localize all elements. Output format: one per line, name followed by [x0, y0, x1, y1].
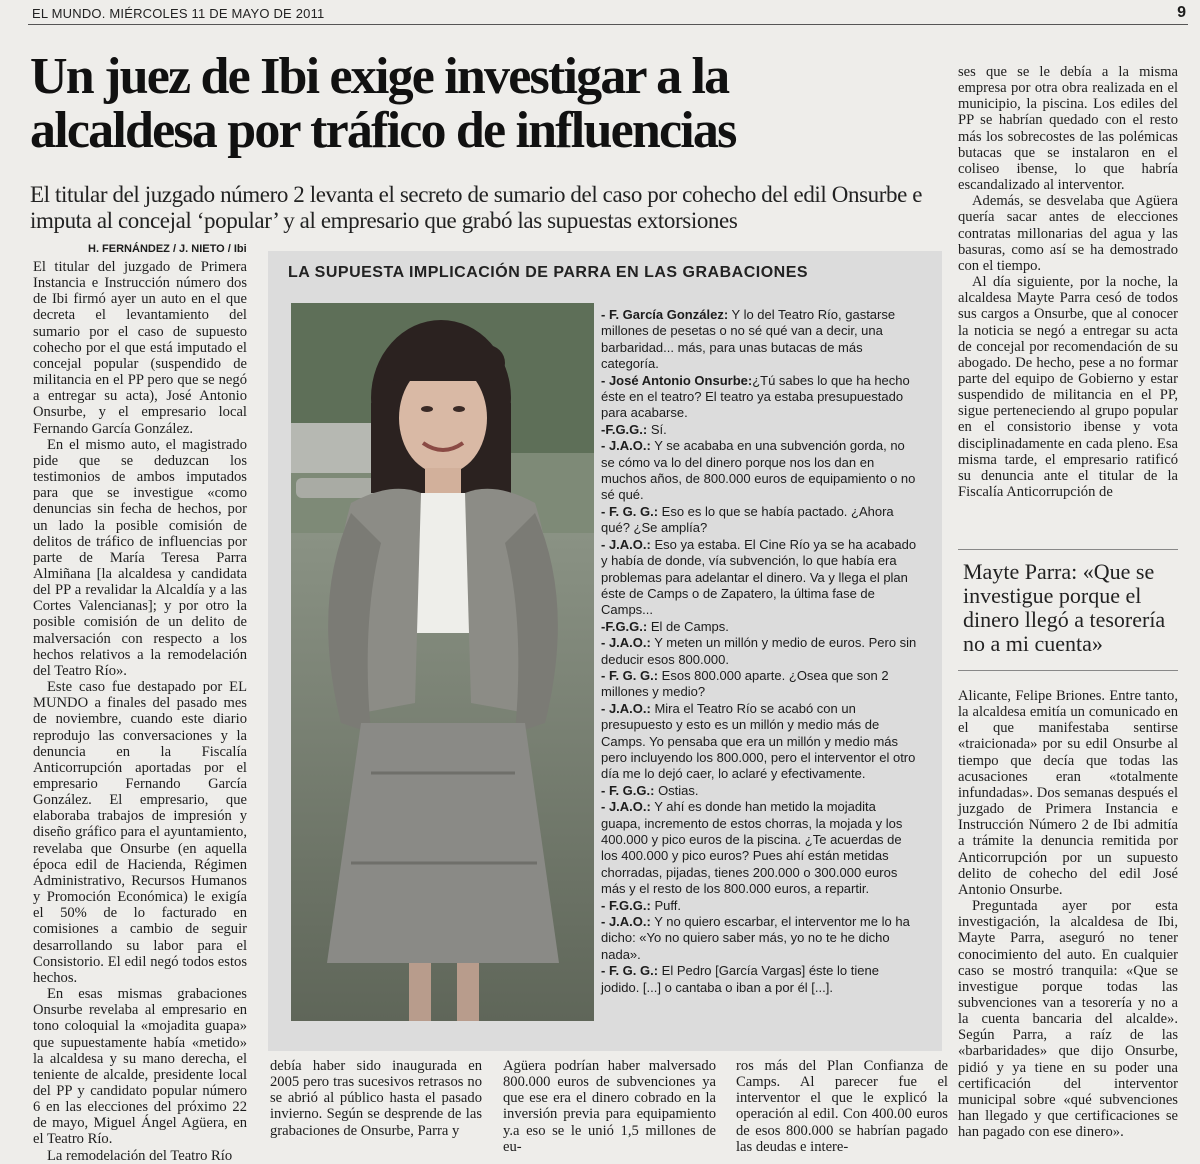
- transcript-text: Y ahí es donde han metido la mojadita guapa, incremento de estos chorras, la mojada y los 400.000 y pico euros de la piscina. ¿Te acuerdas de los 400.000 y pico euros? Pues ahí están metidas chorradas, pijadas, tienes 200.000 o 300.000 euros más y el resto de los 800.000 euros, a repartir.: [601, 799, 903, 897]
- pull-quote: Mayte Parra: «Que se investigue porque el dinero llegó a tesorería no a mi cuenta»: [963, 559, 1166, 656]
- transcript-speaker: - F. G. G.:: [601, 667, 659, 683]
- headline-line-1: Un juez de Ibi exige investigar a la: [30, 48, 729, 105]
- transcript-text: Y lo del Teatro Río, gastarse millones de pesetas o no sé qué van a decir, una barbaridad... más, para unas butacas de más categoría.: [601, 307, 896, 372]
- transcript-text: El Pedro [García Vargas] éste lo tiene jodido. [...] o cantaba o iban a por él [...].: [601, 963, 879, 995]
- transcript-line: [601, 799, 917, 897]
- headline-line-2: alcaldesa por tráfico de influencias: [30, 102, 736, 159]
- col1-paragraph-3: Este caso fue destapado por EL MUNDO a finales del pasado mes de noviembre, cuando este diario reprodujo las conversaciones y la denuncia en la Fiscalía Anticorrupción aportadas por el empresario Fernando García González. El empresario, que elaboraba trabajos de impresión y diseño gráfico para el ayuntamiento, revelaba que Onsurbe (en aquella época edil de Hacienda, Régimen Administrativo, Recursos Humanos y Promoción Económica) le exigía el 50% de lo facturado en comisiones a cambio de seguir desarrollando su labor para el Consistorio. El edil negó todos estos hechos.: [33, 679, 247, 986]
- transcript-text: ¿Tú sabes lo que ha hecho éste en el teatro? El teatro ya estaba presupuestado para acabarse.: [601, 372, 910, 421]
- transcript-line: [601, 914, 917, 963]
- column-4-bottom: ros más del Plan Confianza de Camps. Al parecer fue el interventor el que le explicó la operación al edil. Con 400.00 euros de esos 800.000 se habrían pagado las deudas e intere-: [736, 1058, 948, 1155]
- col5-paragraph-1: ses que se le debía a la misma empresa por otra obra realizada en el municipio, la piscina. Los ediles del PP se habrían quedado con el resto más los sobrecostes de las polémicas butacas que se instalaron en el coliseo ibense, lo que habría escandalizado al interventor.: [958, 64, 1178, 194]
- transcript-speaker: - J.A.O.:: [601, 914, 651, 930]
- transcript-speaker: - J.A.O.:: [601, 438, 651, 454]
- transcript-text: Esos 800.000 aparte. ¿Osea que son 2 millones y medio?: [601, 667, 889, 700]
- photo-mayte-parra: [291, 303, 594, 1021]
- transcript-line: [601, 619, 917, 635]
- transcript-speaker: - J.A.O.:: [601, 700, 651, 716]
- transcript-line: [601, 422, 917, 438]
- column-5-continued: [958, 688, 1178, 1140]
- column-5: [958, 64, 1178, 500]
- transcript-speaker: - F. García González:: [601, 307, 729, 322]
- column-3-bottom: Agüera podrían haber malversado 800.000 euros de subvenciones ya que ese era el dinero cobrado en la inversión previa para equipamiento y.a eso se le unió 1,5 millones de eu-: [503, 1058, 716, 1155]
- col1-paragraph-1: El titular del juzgado de Primera Instancia e Instrucción número dos de Ibi firmó ayer un auto en el que decreta el levantamiento del sumario por el caso de supuesto cohecho por el que está imputado el concejal popular (suspendido de militancia en el PP pero que se negó a entregar su acta), José Antonio Onsurbe, y el empresario local Fernando García González.: [33, 259, 247, 437]
- transcript-line: [601, 373, 917, 422]
- transcript-line: [601, 307, 917, 373]
- transcript-speaker: - F. G.G.:: [601, 782, 655, 798]
- transcript-line: [601, 783, 917, 799]
- transcript-text: Y no quiero escarbar, el interventor me lo ha dicho: «Yo no quiero saber más, yo no te he dicho nada».: [601, 914, 910, 962]
- transcript-line: [601, 537, 917, 619]
- transcript-line: [601, 668, 917, 701]
- headline: [30, 50, 950, 158]
- transcript-text: Ostias.: [654, 782, 699, 798]
- transcript-text: Puff.: [650, 897, 681, 913]
- transcript-text: El de Camps.: [647, 618, 729, 634]
- transcript-text: Eso ya estaba. El Cine Río ya se ha acabado y había de donde, vía subvención, lo que había era problemas para adelantar el dinero. Va y llega el plan éste de Camps o de Zapatero, la última fase de Camps...: [601, 536, 917, 618]
- running-head: EL MUNDO. MIÉRCOLES 11 DE MAYO DE 2011: [32, 6, 325, 21]
- transcript-speaker: - F. G. G.:: [601, 503, 659, 519]
- col5b-paragraph-1: Alicante, Felipe Briones. Entre tanto, la alcaldesa emitía un comunicado en el que manifestaba sentirse «traicionada» por su edil Onsurbe al tiempo que decía que todas las acusaciones eran «totalmente infundadas». Dos semanas después el juzgado de Primera Instancia e Instrucción Número 2 de Ibi admitía a trámite la denuncia remitida por Anticorrupción por un supuesto delito de cohecho del edil José Antonio Onsurbe.: [958, 688, 1178, 898]
- col5-paragraph-2: Además, se desvelaba que Agüera quería sacar antes de elecciones contratas millonarias del agua y las basuras, como así se ha demostrado con el tiempo.: [958, 193, 1178, 274]
- col1-paragraph-2: En el mismo auto, el magistrado pide que se deduzcan los testimonios de ambos imputados para que se investigue «como denuncias sin fecha de hechos, por un lado la posible comisión de delitos de tráfico de influencias por parte de María Teresa Parra Almiñana [la alcaldesa y candidata del PP a revalidar la Alcaldía y a las Cortes Valencianas]; y por otro la posible comisión de un delito de malversación con respecto a los hechos relativos a la remodelación del Teatro Río».: [33, 436, 247, 679]
- column-2-bottom: debía haber sido inaugurada en 2005 pero tras sucesivos retrasos no se abrió al público hasta el pasado invierno. Según se desprende de las grabaciones de Onsurbe, Parra y: [270, 1058, 482, 1139]
- byline: H. FERNÁNDEZ / J. NIETO / Ibi: [88, 243, 247, 255]
- transcript: [601, 307, 917, 996]
- pull-quote-bottom-rule: [958, 670, 1178, 671]
- deck: El titular del juzgado número 2 levanta el secreto de sumario del caso por cohecho del edil Onsurbe e imputa al concejal ‘popular’ y al empresario que grabó las supuestas extorsiones: [30, 182, 923, 233]
- sidebar-box-title: LA SUPUESTA IMPLICACIÓN DE PARRA EN LAS GRABACIONES: [288, 264, 809, 281]
- transcript-speaker: - J.A.O.:: [601, 799, 651, 815]
- transcript-line: [601, 963, 917, 996]
- transcript-text: Y se acababa en una subvención gorda, no se cómo va lo del dinero porque nos los dan en muchos años, de 800.000 euros de equipamiento o no sé qué.: [601, 438, 916, 503]
- transcript-line: [601, 504, 917, 537]
- transcript-speaker: - J.A.O.:: [601, 536, 651, 552]
- transcript-speaker: - J.A.O.:: [601, 635, 651, 651]
- transcript-speaker: - F.G.G.:: [601, 897, 651, 913]
- transcript-line: [601, 898, 917, 914]
- transcript-line: [601, 438, 917, 504]
- transcript-speaker: -F.G.G.:: [601, 618, 648, 634]
- transcript-line: [601, 701, 917, 783]
- transcript-line: [601, 635, 917, 668]
- transcript-text: Eso es lo que se había pactado. ¿Ahora qué? ¿Se amplía?: [601, 503, 894, 536]
- pull-quote-top-rule: [958, 549, 1178, 550]
- transcript-speaker: -F.G.G.:: [601, 421, 648, 437]
- transcript-speaker: - José Antonio Onsurbe:: [601, 372, 753, 388]
- transcript-text: Mira el Teatro Río se acabó con un presupuesto y esto es un millón y medio más de Camps. Yo pensaba que era un millón y medio más pero incluyendo los 800.000, pero el interventor el otro día me lo dejó caer, lo aclaré y efectivamente.: [601, 700, 916, 782]
- page-number: 9: [1177, 4, 1186, 21]
- photo-illustration: [291, 303, 594, 1021]
- transcript-speaker: - F. G. G.:: [601, 963, 659, 979]
- transcript-text: Sí.: [647, 421, 667, 437]
- col1-paragraph-5: La remodelación del Teatro Río: [47, 1147, 233, 1164]
- col1-paragraph-4: En esas mismas grabaciones Onsurbe revelaba al empresario en tono coloquial la «mojadita guapa» que supuestamente había «metido» la alcaldesa y su mano derecha, el teniente de alcalde, presidente local del PP y candidato popular número 6 en las elecciones del próximo 22 de mayo, Miguel Ángel Agüera, en el Teatro Río.: [33, 986, 247, 1148]
- col5-paragraph-3: Al día siguiente, por la noche, la alcaldesa Mayte Parra cesó de todos sus cargos a Onsurbe, que al conocer la noticia se negó a entregar su acta de concejal por recomendación de su abogado. De hecho, pese a no formar parte del equipo de Gobierno y estar suspendido de militancia en el PP, sigue perteneciendo al grupo popular en el consistorio ibense y vota disciplinadamente en cada pleno. Esa misma tarde, el empresario ratificó su denuncia ante el titular de la Fiscalía Anticorrupción de: [958, 274, 1178, 501]
- col5b-paragraph-2: Preguntada ayer por esta investigación, la alcaldesa de Ibi, Mayte Parra, aseguró no tener conocimiento del auto. En cualquier caso se mostró tranquila: «Que se investigue porque todas las subvenciones van a tesorería y no a la cuenta bancaria del alcalde». Según Parra, a raíz de las «barbaridades» que dijo Onsurbe, pidió y ya tiene en su poder una certificación del interventor municipal sobre «qué subvenciones han llegado y que certificaciones se han pagado con ese dinero».: [958, 898, 1178, 1141]
- column-1: [33, 259, 247, 1164]
- transcript-text: Y meten un millón y medio de euros. Pero sin deducir esos 800.000.: [601, 635, 917, 667]
- top-rule: [28, 24, 1188, 25]
